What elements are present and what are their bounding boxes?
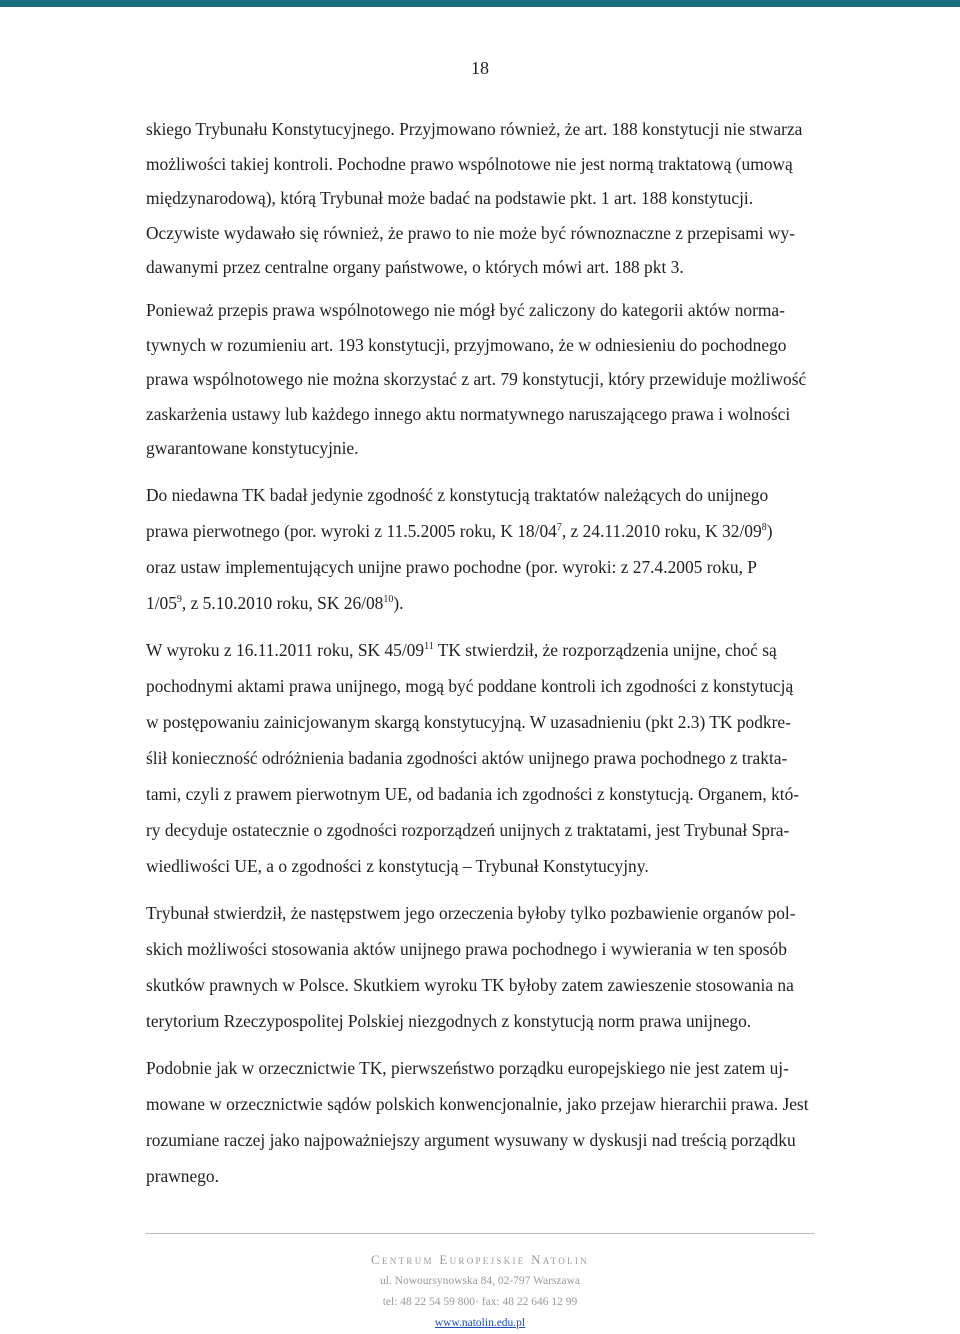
- text-line: skiego Trybunału Konstytucyjnego. Przyjmowano również, że art. 188 konstytucji nie stwarza: [146, 119, 803, 139]
- footer-organization: Centrum Europejskie Natolin: [371, 1252, 589, 1267]
- text-fragment: prawa pierwotnego (por. wyroki z 11.5.2005 roku, K 18/04: [146, 520, 557, 541]
- text-line: Oczywiste wydawało się również, że prawo to nie może być równoznaczne z przepisami wy-: [146, 222, 795, 243]
- text-line: skich możliwości stosowania aktów unijnego prawa pochodnego i wywierania w ten sposób: [146, 938, 787, 959]
- text-line: możliwości takiej kontroli. Pochodne prawo wspólnotowe nie jest normą traktatową (umową: [146, 153, 793, 174]
- text-fragment: W wyroku z 16.11.2011 roku, SK 45/09: [146, 639, 425, 660]
- footnote-marker: 9: [176, 593, 182, 605]
- text-fragment: ).: [393, 592, 404, 613]
- text-line: pochodnymi aktami prawa unijnego, mogą być poddane kontroli ich zgodności z konstytucją: [146, 675, 794, 696]
- text-line: gwarantowane konstytucyjnie.: [146, 438, 359, 459]
- footnote-marker: 8: [761, 521, 767, 533]
- text-line: w postępowaniu zainicjowanym skargą konstytucyjną. W uzasadnieniu (pkt 2.3) TK podkre-: [146, 711, 791, 732]
- text-line: rozumiane raczej jako najpoważniejszy argument wysuwany w dyskusji nad treścią porządku: [146, 1129, 796, 1150]
- text-line: dawanymi przez centralne organy państwowe, o których mówi art. 188 pkt 3.: [146, 257, 684, 278]
- text-line: tywnych w rozumieniu art. 193 konstytucji, przyjmowano, że w odniesieniu do pochodnego: [146, 334, 787, 355]
- text-line: ślił konieczność odróżnienia badania zgodności aktów unijnego prawa pochodnego z trakta-: [146, 747, 788, 768]
- footnote-marker: 10: [383, 593, 394, 605]
- text-line: Podobnie jak w orzecznictwie TK, pierwszeństwo porządku europejskiego nie jest zatem uj-: [146, 1057, 789, 1078]
- text-line: prawnego.: [146, 1165, 219, 1186]
- paragraph-1: [146, 112, 816, 285]
- footer-divider: [146, 1233, 814, 1234]
- text-line: Trybunał stwierdził, że następstwem jego orzeczenia byłoby tylko pozbawienie organów pol-: [146, 902, 796, 923]
- text-line: ry decyduje ostatecznie o zgodności rozporządzeń unijnych z traktatami, jest Trybunał Spra-: [146, 819, 790, 840]
- page-footer: [0, 1249, 960, 1334]
- footer-address: ul. Nowoursynowska 84, 02-797 Warszawa: [379, 1275, 581, 1287]
- text-line: [146, 632, 816, 668]
- text-line: [146, 513, 816, 549]
- paragraph-6: [146, 1050, 816, 1194]
- paragraph-5: [146, 895, 816, 1039]
- footer-website-link[interactable]: www.natolin.edu.pl: [434, 1317, 526, 1329]
- text-line: prawa wspólnotowego nie można skorzystać z art. 79 konstytucji, który przewiduje możliwość: [146, 369, 807, 390]
- text-fragment: 1/05: [146, 592, 177, 613]
- text-line: skutków prawnych w Polsce. Skutkiem wyroku TK byłoby zatem zawieszenie stosowania na: [146, 974, 794, 995]
- footnote-marker: 11: [424, 640, 434, 652]
- text-line: mowane w orzecznictwie sądów polskich konwencjonalnie, jako przejaw hierarchii prawa. Jest: [146, 1093, 809, 1114]
- text-line: terytorium Rzeczypospolitej Polskiej niezgodnych z konstytucją norm prawa unijnego.: [146, 1010, 752, 1031]
- page-number: 18: [471, 58, 489, 78]
- document-body: [146, 112, 816, 1194]
- text-line: Do niedawna TK badał jedynie zgodność z konstytucją traktatów należących do unijnego: [146, 484, 769, 505]
- footer-contact: tel: 48 22 54 59 800· fax: 48 22 646 12 99: [382, 1296, 578, 1308]
- text-line: Ponieważ przepis prawa wspólnotowego nie mógł być zaliczony do kategorii aktów norma-: [146, 299, 785, 320]
- text-line: zaskarżenia ustawy lub każdego innego aktu normatywnego naruszającego prawa i wolności: [146, 403, 791, 424]
- footnote-marker: 7: [556, 521, 562, 533]
- text-line: międzynarodową), którą Trybunał może badać na podstawie pkt. 1 art. 188 konstytucji.: [146, 188, 754, 209]
- text-fragment: ): [766, 520, 773, 541]
- text-line: wiedliwości UE, a o zgodności z konstytucją – Trybunał Konstytucyjny.: [146, 855, 649, 876]
- text-fragment: TK stwierdził, że rozporządzenia unijne, choć są: [433, 639, 777, 660]
- text-fragment: , z 5.10.2010 roku, SK 26/08: [181, 592, 384, 613]
- text-line: [146, 585, 816, 621]
- paragraph-2: [146, 293, 816, 466]
- text-fragment: , z 24.11.2010 roku, K 32/09: [561, 520, 762, 541]
- paragraph-3: [146, 477, 816, 621]
- text-line: oraz ustaw implementujących unijne prawo pochodne (por. wyroki: z 27.4.2005 roku, P: [146, 556, 757, 577]
- paragraph-4: [146, 632, 816, 884]
- top-accent-bar: [0, 0, 960, 7]
- text-line: tami, czyli z prawem pierwotnym UE, od badania ich zgodności z konstytucją. Organem, któ-: [146, 783, 800, 804]
